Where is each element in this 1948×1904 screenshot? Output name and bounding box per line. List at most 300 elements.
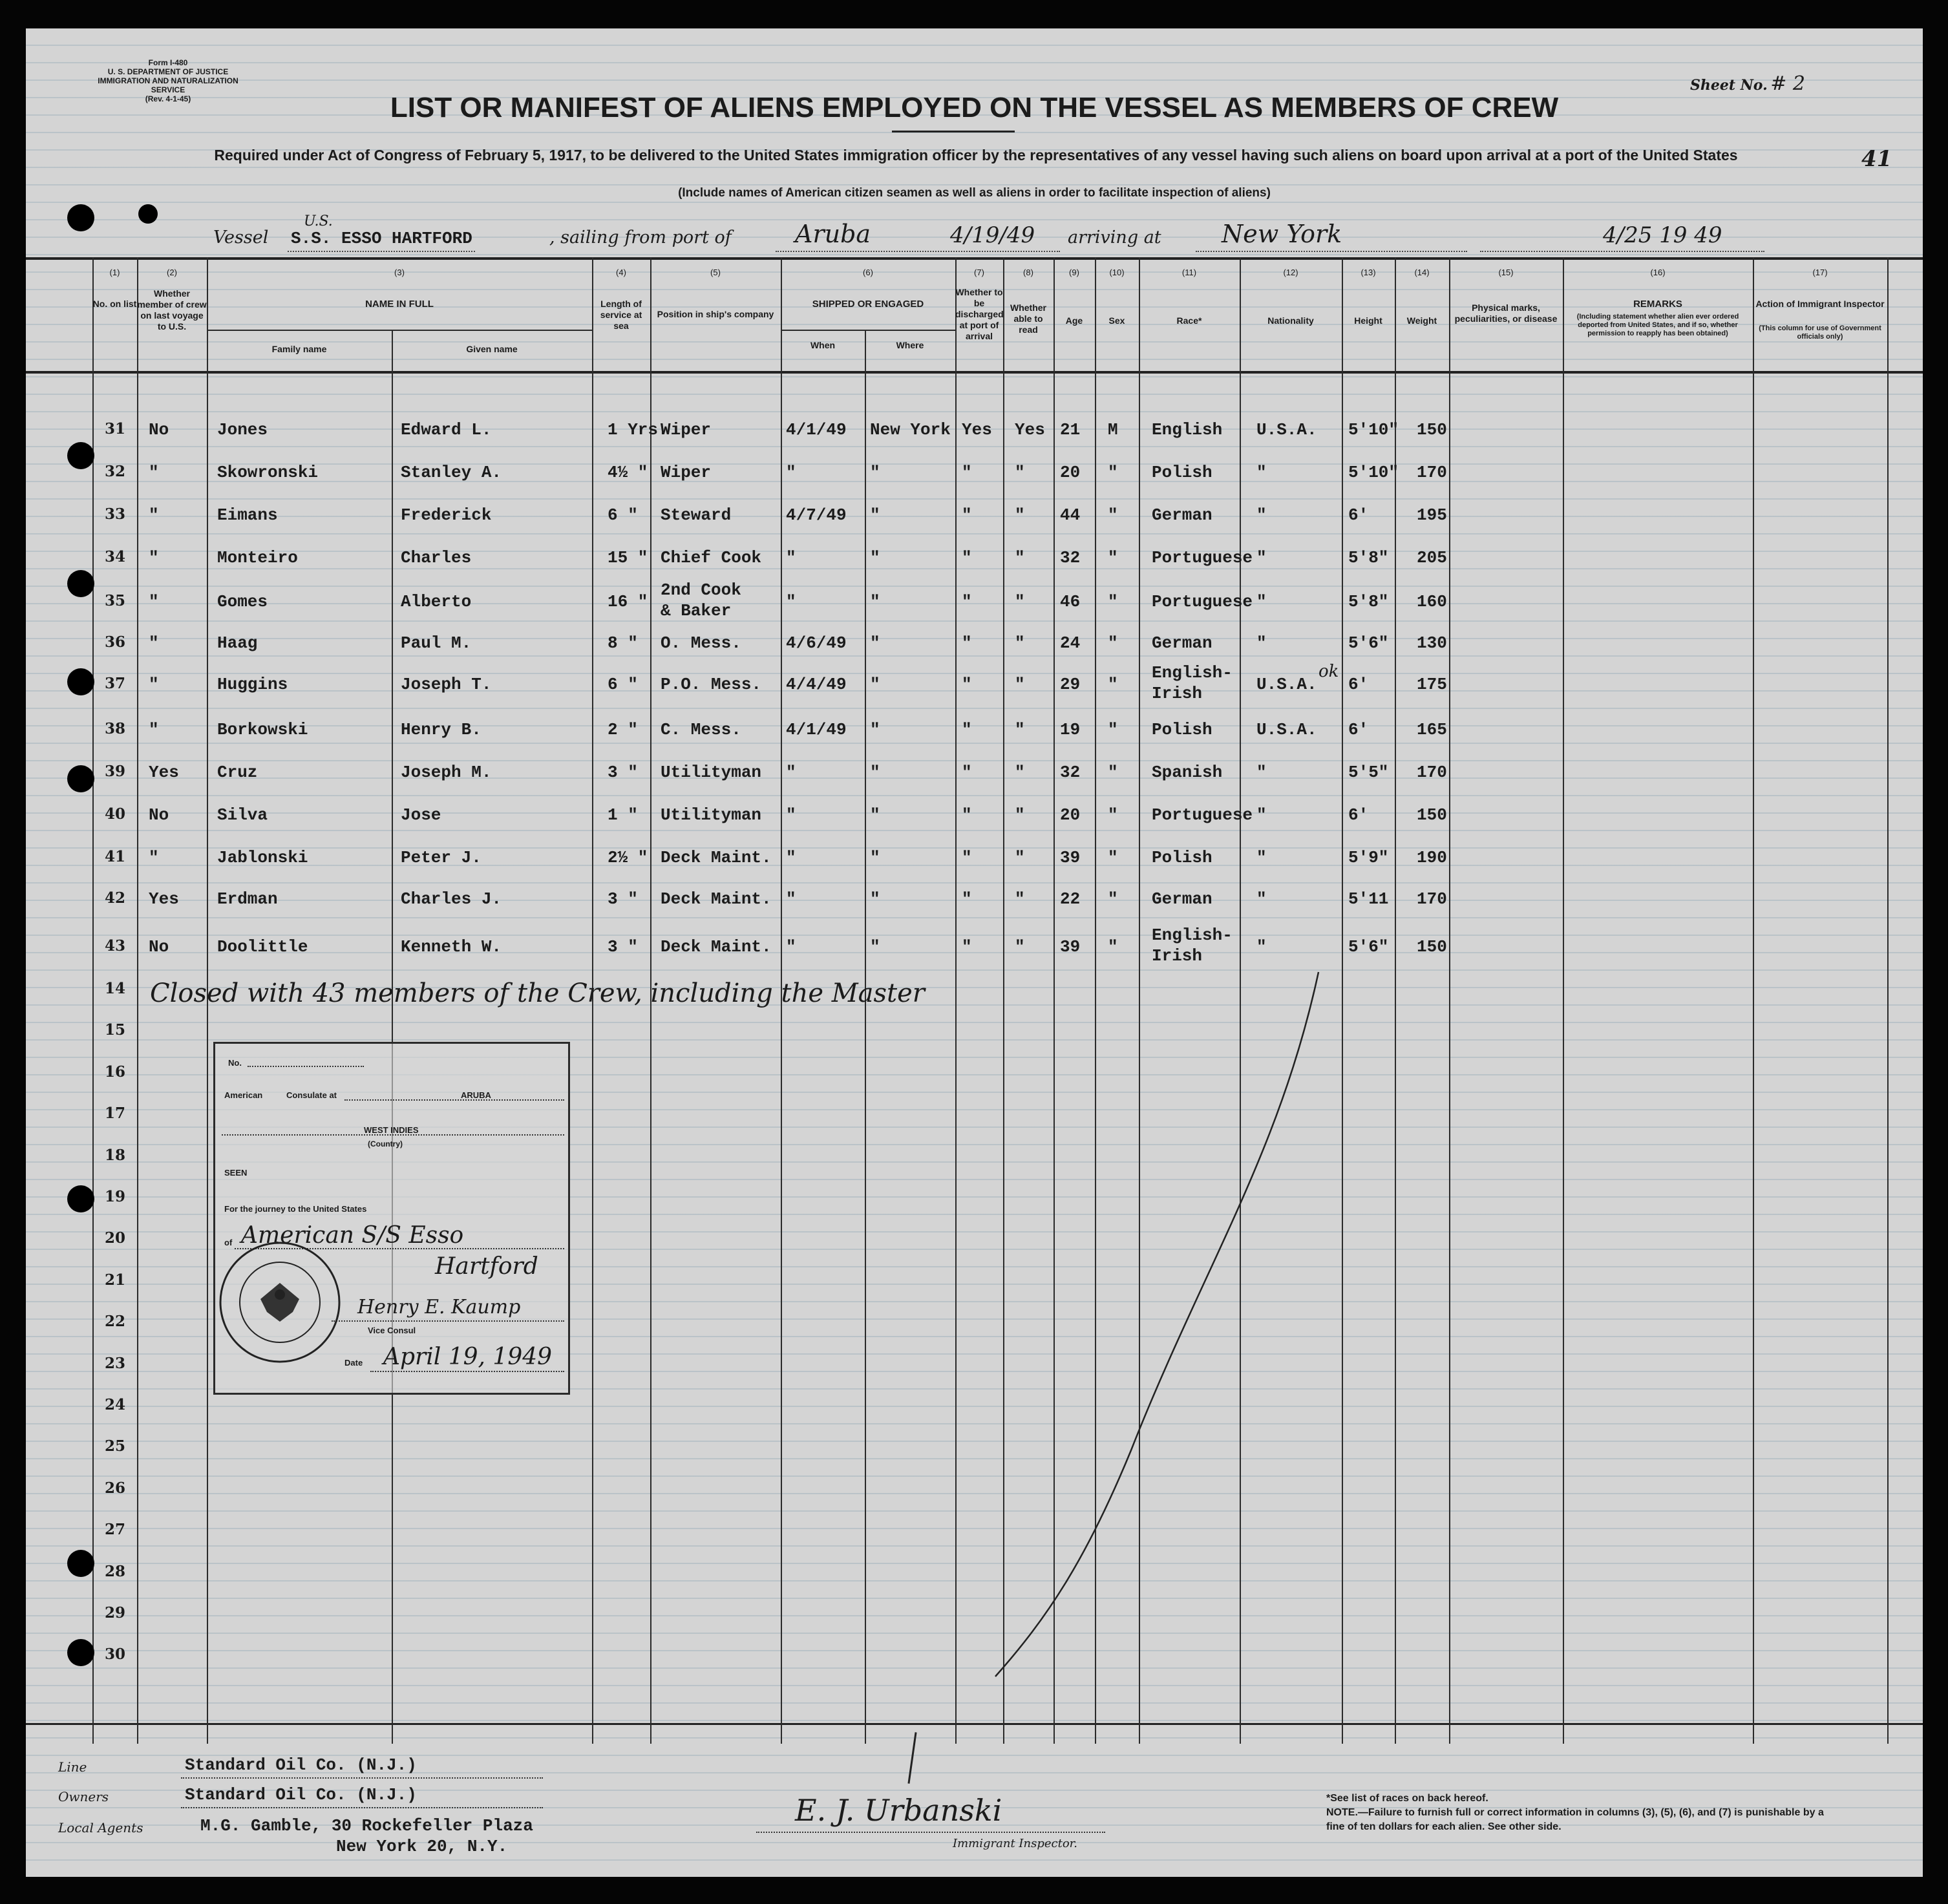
race: Portuguese (1152, 805, 1253, 825)
position: Chief Cook (661, 548, 762, 567)
departure-date: 4/19/49 (950, 222, 1035, 248)
shipped-when: 4/7/49 (786, 505, 847, 525)
row-number: 32 (104, 463, 125, 480)
sheet-number-label: Sheet No. (1690, 77, 1768, 94)
weight: 150 (1417, 937, 1447, 957)
sex: " (1108, 548, 1118, 567)
vessel-line (213, 213, 1829, 255)
length-of-service: 3 " (608, 763, 638, 782)
length-of-service: 3 " (608, 937, 638, 957)
length-of-service: 3 " (608, 889, 638, 909)
to-be-discharged: " (962, 889, 972, 909)
nationality: " (1256, 763, 1267, 782)
row-number: 42 (104, 889, 125, 907)
family-name: Monteiro (217, 548, 298, 567)
row-number: 43 (104, 937, 125, 955)
header-shipped-or-engaged: SHIPPED OR ENGAGED (812, 299, 924, 310)
race: German (1152, 633, 1212, 653)
member-on-last-voyage: " (149, 633, 159, 653)
able-to-read: Yes (1015, 420, 1045, 439)
race: English- (1152, 926, 1233, 945)
height: 5'11 (1348, 889, 1389, 909)
empty-row-number: 17 (104, 1105, 125, 1123)
form-revision: (Rev. 4-1-45) (145, 94, 191, 103)
vice-consul-signature: Henry E. Kaump (357, 1296, 521, 1318)
race: Polish (1152, 463, 1212, 482)
stamp-of-label: of (224, 1238, 233, 1247)
length-of-service: 16 " (608, 592, 648, 611)
member-on-last-voyage: " (149, 848, 159, 867)
ok-mark: ok (1318, 662, 1339, 681)
family-name: Gomes (217, 592, 268, 611)
check-stroke (957, 959, 1331, 1683)
sailing-from-label: , sailing from port of (549, 227, 732, 248)
weight: 170 (1417, 889, 1447, 909)
form-number: Form I-480 (148, 58, 188, 67)
shipped-where: New York (870, 420, 951, 439)
empty-row-number: 19 (104, 1188, 125, 1205)
empty-row-number: 20 (104, 1229, 125, 1247)
member-on-last-voyage: " (149, 592, 159, 611)
able-to-read: " (1015, 720, 1025, 739)
row-number: 33 (104, 505, 125, 523)
given-name: Charles (401, 548, 472, 567)
length-of-service: 1 Yrs. (608, 420, 668, 439)
sex: " (1108, 805, 1118, 825)
footnote (1326, 1792, 1830, 1834)
position: Deck Maint. (661, 937, 772, 957)
age: 22 (1060, 889, 1081, 909)
weight: 190 (1417, 848, 1447, 867)
empty-row-number: 28 (104, 1562, 125, 1580)
given-name: Peter J. (401, 848, 482, 867)
shipped-where: " (870, 505, 880, 525)
header-remarks-note: (Including statement whether alien ever ordered deported from United States, and if so, whether permission to reapply has been obtained) (1576, 313, 1739, 337)
shipped-where: " (870, 937, 880, 957)
member-on-last-voyage: " (149, 505, 159, 525)
header-when: When (810, 340, 836, 350)
sex: " (1108, 763, 1118, 782)
header-member-last-voyage: Whether member of crew on last voyage to U.S. (137, 288, 207, 332)
stamp-date-label: Date (344, 1358, 363, 1368)
to-be-discharged: " (962, 763, 972, 782)
member-on-last-voyage: No (149, 805, 169, 825)
position: Wiper (661, 463, 712, 482)
shipped-when: 4/6/49 (786, 633, 847, 653)
to-be-discharged: " (962, 720, 972, 739)
local-agents-label: Local Agents (58, 1820, 143, 1835)
length-of-service: 1 " (608, 805, 638, 825)
position: Utilityman (661, 805, 762, 825)
sex: M (1108, 420, 1118, 439)
shipped-when: 4/1/49 (786, 420, 847, 439)
given-name: Jose (401, 805, 441, 825)
crew-row (26, 763, 1923, 788)
given-name: Frederick (401, 505, 492, 525)
able-to-read: " (1015, 763, 1025, 782)
to-be-discharged: " (962, 592, 972, 611)
nationality: " (1256, 889, 1267, 909)
empty-row-number: 25 (104, 1437, 125, 1455)
footnote-races: *See list of races on back hereof. (1326, 1793, 1488, 1804)
to-be-discharged: " (962, 505, 972, 525)
race: English- (1152, 663, 1233, 682)
crew-row (26, 848, 1923, 874)
arrival-port: New York (1222, 220, 1342, 248)
height: 6' (1348, 720, 1369, 739)
nationality: " (1256, 548, 1267, 567)
position-line-2: & Baker (661, 601, 732, 620)
age: 20 (1060, 463, 1081, 482)
consulate-visa-stamp (213, 1042, 570, 1395)
length-of-service: 8 " (608, 633, 638, 653)
age: 44 (1060, 505, 1081, 525)
member-on-last-voyage: No (149, 937, 169, 957)
vessel-us-note: U.S. (304, 213, 333, 229)
position: 2nd Cook (661, 580, 741, 600)
row-number: 37 (104, 675, 125, 692)
able-to-read: " (1015, 937, 1025, 957)
given-name: Charles J. (401, 889, 502, 909)
weight: 150 (1417, 805, 1447, 825)
sheet-number-value: # 2 (1770, 72, 1805, 95)
empty-row-number: 30 (104, 1645, 125, 1664)
shipped-when: " (786, 805, 796, 825)
age: 39 (1060, 848, 1081, 867)
nationality: " (1256, 505, 1267, 525)
punch-hole (67, 442, 94, 469)
able-to-read: " (1015, 548, 1025, 567)
empty-row-number: 26 (104, 1479, 125, 1497)
stamp-seen-label: SEEN (224, 1168, 248, 1178)
sex: " (1108, 848, 1118, 867)
row-number: 35 (104, 592, 125, 609)
row-number: 31 (104, 420, 125, 438)
height: 5'8" (1348, 592, 1389, 611)
family-name: Skowronski (217, 463, 319, 482)
footer-left (58, 1755, 640, 1859)
stamp-vice-consul-label: Vice Consul (368, 1326, 416, 1335)
height: 5'10" (1348, 463, 1399, 482)
race: German (1152, 889, 1212, 909)
stamp-aruba: ARUBA (461, 1090, 491, 1100)
position: P.O. Mess. (661, 675, 762, 694)
shipped-when: " (786, 889, 796, 909)
shipped-where: " (870, 889, 880, 909)
member-on-last-voyage: No (149, 420, 169, 439)
height: 6' (1348, 505, 1369, 525)
able-to-read: " (1015, 505, 1025, 525)
page-title: LIST OR MANIFEST OF ALIENS EMPLOYED ON THE VESSEL AS MEMBERS OF CREW (390, 92, 1559, 123)
nationality: " (1256, 937, 1267, 957)
position: Deck Maint. (661, 848, 772, 867)
closing-remark: Closed with 43 members of the Crew, including the Master (150, 978, 925, 1008)
able-to-read: " (1015, 633, 1025, 653)
row-number: 38 (104, 720, 125, 737)
empty-row-number: 29 (104, 1604, 125, 1622)
crew-row (26, 463, 1923, 489)
family-name: Doolittle (217, 937, 308, 957)
height: 5'5" (1348, 763, 1389, 782)
punch-hole (67, 1639, 94, 1666)
sex: " (1108, 463, 1118, 482)
empty-row-number: 27 (104, 1521, 125, 1539)
stamp-no-label: No. (228, 1058, 242, 1068)
page-stamp-number: 41 (1861, 146, 1892, 172)
nationality: U.S.A. (1256, 720, 1317, 739)
empty-row-number: 24 (104, 1396, 125, 1413)
row-number: 36 (104, 633, 125, 651)
empty-row-number: 14 (104, 980, 125, 997)
member-on-last-voyage: " (149, 463, 159, 482)
race: German (1152, 505, 1212, 525)
race-line-2: Irish (1152, 946, 1203, 966)
position: O. Mess. (661, 633, 741, 653)
form-department: U. S. DEPARTMENT OF JUSTICE (107, 67, 229, 76)
stamp-country-value: WEST INDIES (364, 1125, 419, 1135)
shipped-where: " (870, 720, 880, 739)
crew-row (26, 420, 1923, 446)
family-name: Silva (217, 805, 268, 825)
shipped-when: " (786, 848, 796, 867)
stamp-journey-label: For the journey to the United States (224, 1204, 367, 1214)
empty-row-number: 15 (104, 1021, 125, 1039)
title-underline (892, 131, 1015, 132)
header-inspector-note: (This column for use of Government officials only) (1759, 324, 1881, 341)
header-length-of-service: Length of service at sea (600, 299, 642, 331)
family-name: Huggins (217, 675, 288, 694)
header-sex: Sex (1108, 315, 1125, 326)
family-name: Jones (217, 420, 268, 439)
header-physical-marks: Physical marks, peculiarities, or disease (1454, 302, 1558, 324)
nationality: " (1256, 848, 1267, 867)
weight: 195 (1417, 505, 1447, 525)
local-agents-address: New York 20, N.Y. (336, 1837, 508, 1856)
row-number: 34 (104, 548, 125, 566)
manifest-sheet: Form I-480 U. S. DEPARTMENT OF JUSTICE IMMIGRATION AND NATURALIZATION SERVICE (Rev. 4-1-45) Sheet No. # 2 41 LIST OR MANIFEST OF ALIENS EMPLOYED ON THE VESSEL AS MEMBERS OF CREW Required under Act of Congress of February 5, 1917, to be delivered to the United States immigration officer by the representatives of any vessel having such aliens on board upon arrival at a port of the United States (Include names of American citizen seamen as well as aliens in order to facilitate inspection of aliens) Vessel U.S. S.S. ESSO HARTFORD , sailing from port of Aruba 4/19/49 arriving at New York 4/25 19 49 (1) (2) (3) (4) (5) (6) (7) (8) (9) (10) (11) (12) (13) (14) (15) (16) (17) No. on list Whether member of crew on last voyage to U.S. NAME IN FULL Family name Given name Length of service at sea Position in ship's company SHIPPED OR ENGAGED When Where Whether to be discharged at port of arrival Whether able to read Age Sex Race* Nationality Height Weight Physical marks, peculiarities, or disease REMARKS (Including statement whether alien ever ordered deported from United States, and if so, whether permission to reapply has been obtained) Action of Immigrant Inspector (This column for use of Government officials only) 31 No Jones Edward L. 1 Yrs. Wiper 4/1/49 New York Yes Yes 21 M English U.S.A. 5'10" 150 32 " Skowronski Stanley A. 4½ " Wiper " " " " 20 " Polish " 5'10" 170 33 " Eimans Frederick 6 " Steward 4/7/49 " " " 44 " German " 6' 195 34 " Monteiro Charles 15 " Chief Cook " " " " 32 " Portuguese " 5'8" 205 35 " Gomes Alberto 16 " 2nd Cook " " " " 46 " Portuguese " 5'8" 160 & Baker 36 " Haag Paul M. 8 " O. Mess. 4/6/49 " " " 24 " German " 5'6" 130 37 " Huggins Joseph T. 6 " P.O. Mess. 4/4/49 " " " 29 " English- U.S.A. 6' 175 Irish 38 " Borkowski Henry B. 2 " C. Mess. 4/1/49 " " " 19 " Polish U.S.A. 6' 165 39 Yes Cruz Joseph M. 3 " Utilityman " " " " 32 " Spanish " 5'5" 170 40 No Silva Jose 1 " Utilityman " " " " 20 " Portuguese " 6' 150 41 " Jablonski Peter J. 2½ " Deck Maint. " " " " 39 " Polish " 5'9" 190 42 Yes Erdman Charles J. 3 " Deck Maint. " " " " 22 " German " 5'11 170 43 No Doolittle Kenneth W. 3 " Deck Maint. " " " " 39 " English- " 5'6" 150 Irish 14 15 16 17 18 19 20 21 22 23 24 25 26 27 28 29 30 Closed with 43 members of the Crew, including the Master ok No. American Consulate at ARUBA WEST INDIES (Country) SEEN For the journey to the United States of American S/S Esso Hartford Henry E. Kaump Vice Consul Date April 19, 1949 Line Standard Oil Co. (N.J.) Owners Standard Oil Co. (N.J.) Local Agents M.G. Gamble, 30 Rockefeller Plaza New York 20, N.Y. E. J. Urbanski Immigrant Inspector. *See list of races on back hereof. NOTE.—Failure to furnish full or correct information in columns (3), (5), (6), and (7) is punishable by a fine of ten dollars for each alien. See other side. (26, 28, 1923, 1877)
shipped-when: " (786, 763, 796, 782)
sex: " (1108, 937, 1118, 957)
header-name-in-full: NAME IN FULL (365, 299, 434, 310)
to-be-discharged: " (962, 463, 972, 482)
nationality: " (1256, 805, 1267, 825)
able-to-read: " (1015, 889, 1025, 909)
punch-hole (67, 765, 94, 792)
to-be-discharged: " (962, 848, 972, 867)
line-value: Standard Oil Co. (N.J.) (185, 1755, 417, 1775)
nationality: " (1256, 633, 1267, 653)
nationality: " (1256, 592, 1267, 611)
to-be-discharged: Yes (962, 420, 992, 439)
able-to-read: " (1015, 805, 1025, 825)
stamp-country-label: (Country) (368, 1139, 403, 1148)
nationality: " (1256, 463, 1267, 482)
line-label: Line (58, 1759, 87, 1775)
header-nationality: Nationality (1267, 315, 1314, 326)
shipped-where: " (870, 592, 880, 611)
able-to-read: " (1015, 848, 1025, 867)
header-position: Position in ship's company (657, 309, 774, 319)
vessel-label: Vessel (213, 227, 269, 248)
header-where: Where (896, 340, 924, 350)
age: 32 (1060, 548, 1081, 567)
height: 5'8" (1348, 548, 1389, 567)
port-of-departure: Aruba (795, 220, 871, 248)
header-race: Race* (1176, 315, 1202, 326)
weight: 170 (1417, 763, 1447, 782)
weight: 175 (1417, 675, 1447, 694)
shipped-when: 4/4/49 (786, 675, 847, 694)
member-on-last-voyage: Yes (149, 889, 179, 909)
race: Spanish (1152, 763, 1223, 782)
nationality: U.S.A. (1256, 420, 1317, 439)
family-name: Eimans (217, 505, 278, 525)
weight: 170 (1417, 463, 1447, 482)
sex: " (1108, 720, 1118, 739)
empty-row-number: 16 (104, 1063, 125, 1081)
empty-row-number: 21 (104, 1271, 125, 1289)
age: 21 (1060, 420, 1081, 439)
able-to-read: " (1015, 463, 1025, 482)
row-number: 41 (104, 848, 125, 865)
member-on-last-voyage: " (149, 720, 159, 739)
family-name: Borkowski (217, 720, 308, 739)
race-line-2: Irish (1152, 684, 1203, 703)
race: Portuguese (1152, 592, 1253, 611)
given-name: Joseph M. (401, 763, 492, 782)
sex: " (1108, 889, 1118, 909)
weight: 130 (1417, 633, 1447, 653)
sex: " (1108, 592, 1118, 611)
weight: 205 (1417, 548, 1447, 567)
stamp-vessel-handwritten-2: Hartford (435, 1253, 538, 1280)
crew-row (26, 805, 1923, 831)
member-on-last-voyage: " (149, 675, 159, 694)
shipped-where: " (870, 805, 880, 825)
able-to-read: " (1015, 675, 1025, 694)
empty-row-number: 22 (104, 1313, 125, 1331)
age: 19 (1060, 720, 1081, 739)
length-of-service: 6 " (608, 505, 638, 525)
header-given-name: Given name (466, 344, 518, 354)
to-be-discharged: " (962, 937, 972, 957)
family-name: Jablonski (217, 848, 308, 867)
crew-row (26, 720, 1923, 746)
weight: 165 (1417, 720, 1447, 739)
row-number: 40 (104, 805, 125, 823)
weight: 160 (1417, 592, 1447, 611)
race: Portuguese (1152, 548, 1253, 567)
immigrant-inspector-label: Immigrant Inspector. (953, 1837, 1078, 1850)
owners-value: Standard Oil Co. (N.J.) (185, 1785, 417, 1804)
length-of-service: 6 " (608, 675, 638, 694)
sex: " (1108, 633, 1118, 653)
to-be-discharged: " (962, 675, 972, 694)
header-no-on-list: No. on list (92, 299, 137, 309)
age: 29 (1060, 675, 1081, 694)
race: Polish (1152, 848, 1212, 867)
header-remarks: REMARKS (1633, 299, 1682, 310)
family-name: Erdman (217, 889, 278, 909)
race: Polish (1152, 720, 1212, 739)
height: 5'6" (1348, 937, 1389, 957)
age: 46 (1060, 592, 1081, 611)
empty-row-number: 23 (104, 1354, 125, 1372)
height: 6' (1348, 805, 1369, 825)
shipped-where: " (870, 633, 880, 653)
shipped-when: 4/1/49 (786, 720, 847, 739)
race: English (1152, 420, 1223, 439)
punch-hole (67, 204, 94, 231)
length-of-service: 15 " (608, 548, 648, 567)
include-note: (Include names of American citizen seamen as well as aliens in order to facilitate inspection of aliens) (678, 186, 1271, 200)
vessel-name: S.S. ESSO HARTFORD (291, 229, 472, 248)
shipped-where: " (870, 463, 880, 482)
given-name: Henry B. (401, 720, 482, 739)
given-name: Alberto (401, 592, 472, 611)
stamp-vessel-handwritten: American S/S Esso (241, 1222, 464, 1249)
member-on-last-voyage: " (149, 548, 159, 567)
consulate-seal (215, 1238, 344, 1367)
given-name: Paul M. (401, 633, 472, 653)
punch-hole (67, 668, 94, 695)
height: 5'6" (1348, 633, 1389, 653)
sex: " (1108, 505, 1118, 525)
header-weight: Weight (1406, 315, 1437, 326)
length-of-service: 2½ " (608, 848, 648, 867)
arrival-date: 4/25 19 49 (1603, 222, 1722, 248)
length-of-service: 2 " (608, 720, 638, 739)
to-be-discharged: " (962, 548, 972, 567)
crew-row (26, 580, 1923, 620)
table-bottom-rule (26, 1723, 1923, 1725)
local-agents-value: M.G. Gamble, 30 Rockefeller Plaza (200, 1816, 533, 1835)
stamp-consulate-label: Consulate at (286, 1090, 337, 1100)
height: 6' (1348, 675, 1369, 694)
position: Steward (661, 505, 732, 525)
punch-hole (67, 1550, 94, 1577)
header-bottom-rule (26, 371, 1923, 374)
stamp-american-label: American (224, 1090, 263, 1100)
age: 20 (1060, 805, 1081, 825)
arriving-at-label: arriving at (1068, 227, 1161, 248)
row-number: 39 (104, 763, 125, 780)
position: Deck Maint. (661, 889, 772, 909)
shipped-when: " (786, 548, 796, 567)
shipped-when: " (786, 592, 796, 611)
height: 5'10" (1348, 420, 1399, 439)
shipped-where: " (870, 548, 880, 567)
position: Utilityman (661, 763, 762, 782)
shipped-where: " (870, 848, 880, 867)
shipped-where: " (870, 675, 880, 694)
owners-label: Owners (58, 1789, 109, 1804)
header-action-of-inspector: Action of Immigrant Inspector (1755, 299, 1885, 309)
shipped-when: " (786, 937, 796, 957)
header-family-name: Family name (271, 344, 327, 354)
length-of-service: 4½ " (608, 463, 648, 482)
inspector-signature: E. J. Urbanski (795, 1793, 1002, 1828)
stamp-date-value: April 19, 1949 (383, 1344, 553, 1370)
able-to-read: " (1015, 592, 1025, 611)
header-top-rule (26, 257, 1923, 260)
crew-row (26, 548, 1923, 574)
position: Wiper (661, 420, 712, 439)
age: 39 (1060, 937, 1081, 957)
height: 5'9" (1348, 848, 1389, 867)
to-be-discharged: " (962, 633, 972, 653)
header-age: Age (1065, 315, 1083, 326)
